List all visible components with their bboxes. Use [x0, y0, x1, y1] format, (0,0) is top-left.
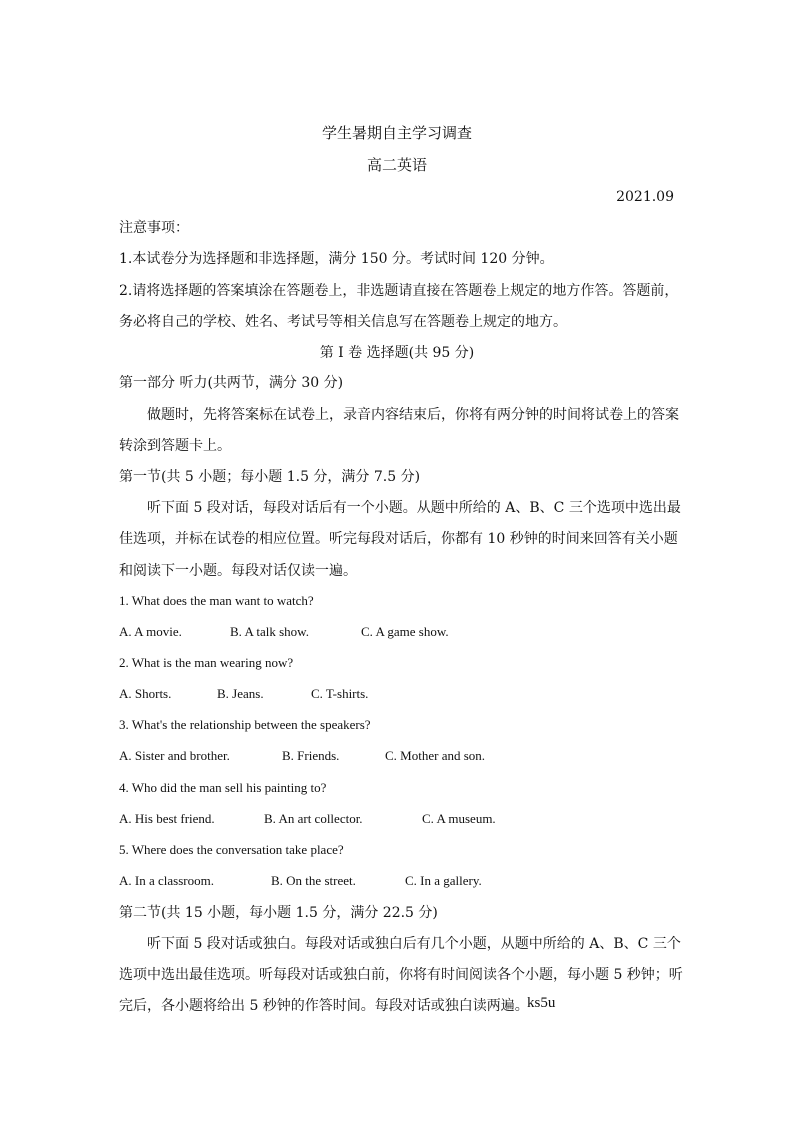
section1-heading: 第一节(共 5 小题；每小题 1.5 分，满分 7.5 分) [119, 469, 421, 485]
notice-item-2-line-2: 务必将自己的学校、姓名、考试号等相关信息写在答题卷上规定的地方。 [119, 314, 567, 330]
part1-intro-line-2: 转涂到答题卡上。 [119, 438, 231, 454]
part1-intro-line-1: 做题时，先将答案标在试卷上，录音内容结束后，你将有两分钟的时间将试卷上的答案 [147, 407, 679, 423]
section1-instruction-line-2: 佳选项，并标在试卷的相应位置。听完每段对话后，你都有 10 秒钟的时间来回答有关小题 [119, 531, 678, 547]
question-stem: 4. Who did the man sell his painting to? [119, 780, 327, 795]
option-a: A. His best friend. [119, 811, 215, 826]
option-a: A. In a classroom. [119, 873, 214, 888]
section2-instruction-line-2: 选项中选出最佳选项。听每段对话或独白前，你将有时间阅读各个小题，每小题 5 秒钟；听 [119, 967, 683, 983]
exam-date: 2021.09 [616, 189, 674, 205]
option-c: C. A game show. [361, 624, 449, 639]
option-a: A. Shorts. [119, 686, 172, 701]
option-b: B. A talk show. [230, 624, 309, 639]
option-b: B. On the street. [271, 873, 356, 888]
question-stem: 5. Where does the conversation take place? [119, 842, 344, 857]
option-b: B. Friends. [282, 748, 340, 763]
question-stem: 3. What's the relationship between the speakers? [119, 717, 371, 732]
question-stem: 1. What does the man want to watch? [119, 593, 314, 608]
notice-heading: 注意事项： [119, 220, 189, 236]
volume-title: 第 I 卷 选择题(共 95 分) [319, 345, 475, 361]
section1-instruction-line-3: 和阅读下一小题。每段对话仅读一遍。 [119, 563, 357, 579]
option-a: A. Sister and brother. [119, 748, 230, 763]
option-c: C. Mother and son. [385, 748, 486, 763]
page-subtitle: 高二英语 [366, 156, 427, 174]
watermark-text: ks5u [527, 995, 556, 1011]
option-c: C. A museum. [422, 811, 496, 826]
option-c: C. In a gallery. [405, 873, 482, 888]
section2-instruction-line-1: 听下面 5 段对话或独白。每段对话或独白后有几个小题，从题中所给的 A、B、C 三个 [147, 936, 681, 952]
option-b: B. Jeans. [217, 686, 264, 701]
question-stem: 2. What is the man wearing now? [119, 655, 294, 670]
section2-instruction-line-3: 完后，各小题将给出 5 秒钟的作答时间。每段对话或独白读两遍。 [119, 998, 529, 1014]
option-b: B. An art collector. [264, 811, 363, 826]
section1-instruction-line-1: 听下面 5 段对话，每段对话后有一个小题。从题中所给的 A、B、C 三个选项中选出最 [147, 500, 681, 516]
page-title: 学生暑期自主学习调查 [321, 124, 472, 142]
section2-heading: 第二节(共 15 小题，每小题 1.5 分，满分 22.5 分) [119, 905, 438, 921]
notice-item-1: 1.本试卷分为选择题和非选择题，满分 150 分。考试时间 120 分钟。 [119, 251, 554, 267]
notice-item-2-line-1: 2.请将选择题的答案填涂在答题卷上，非选题请直接在答题卷上规定的地方作答。答题前， [119, 283, 679, 299]
option-c: C. T-shirts. [311, 686, 369, 701]
option-a: A. A movie. [119, 624, 182, 639]
part1-heading: 第一部分 听力(共两节，满分 30 分) [119, 375, 344, 391]
